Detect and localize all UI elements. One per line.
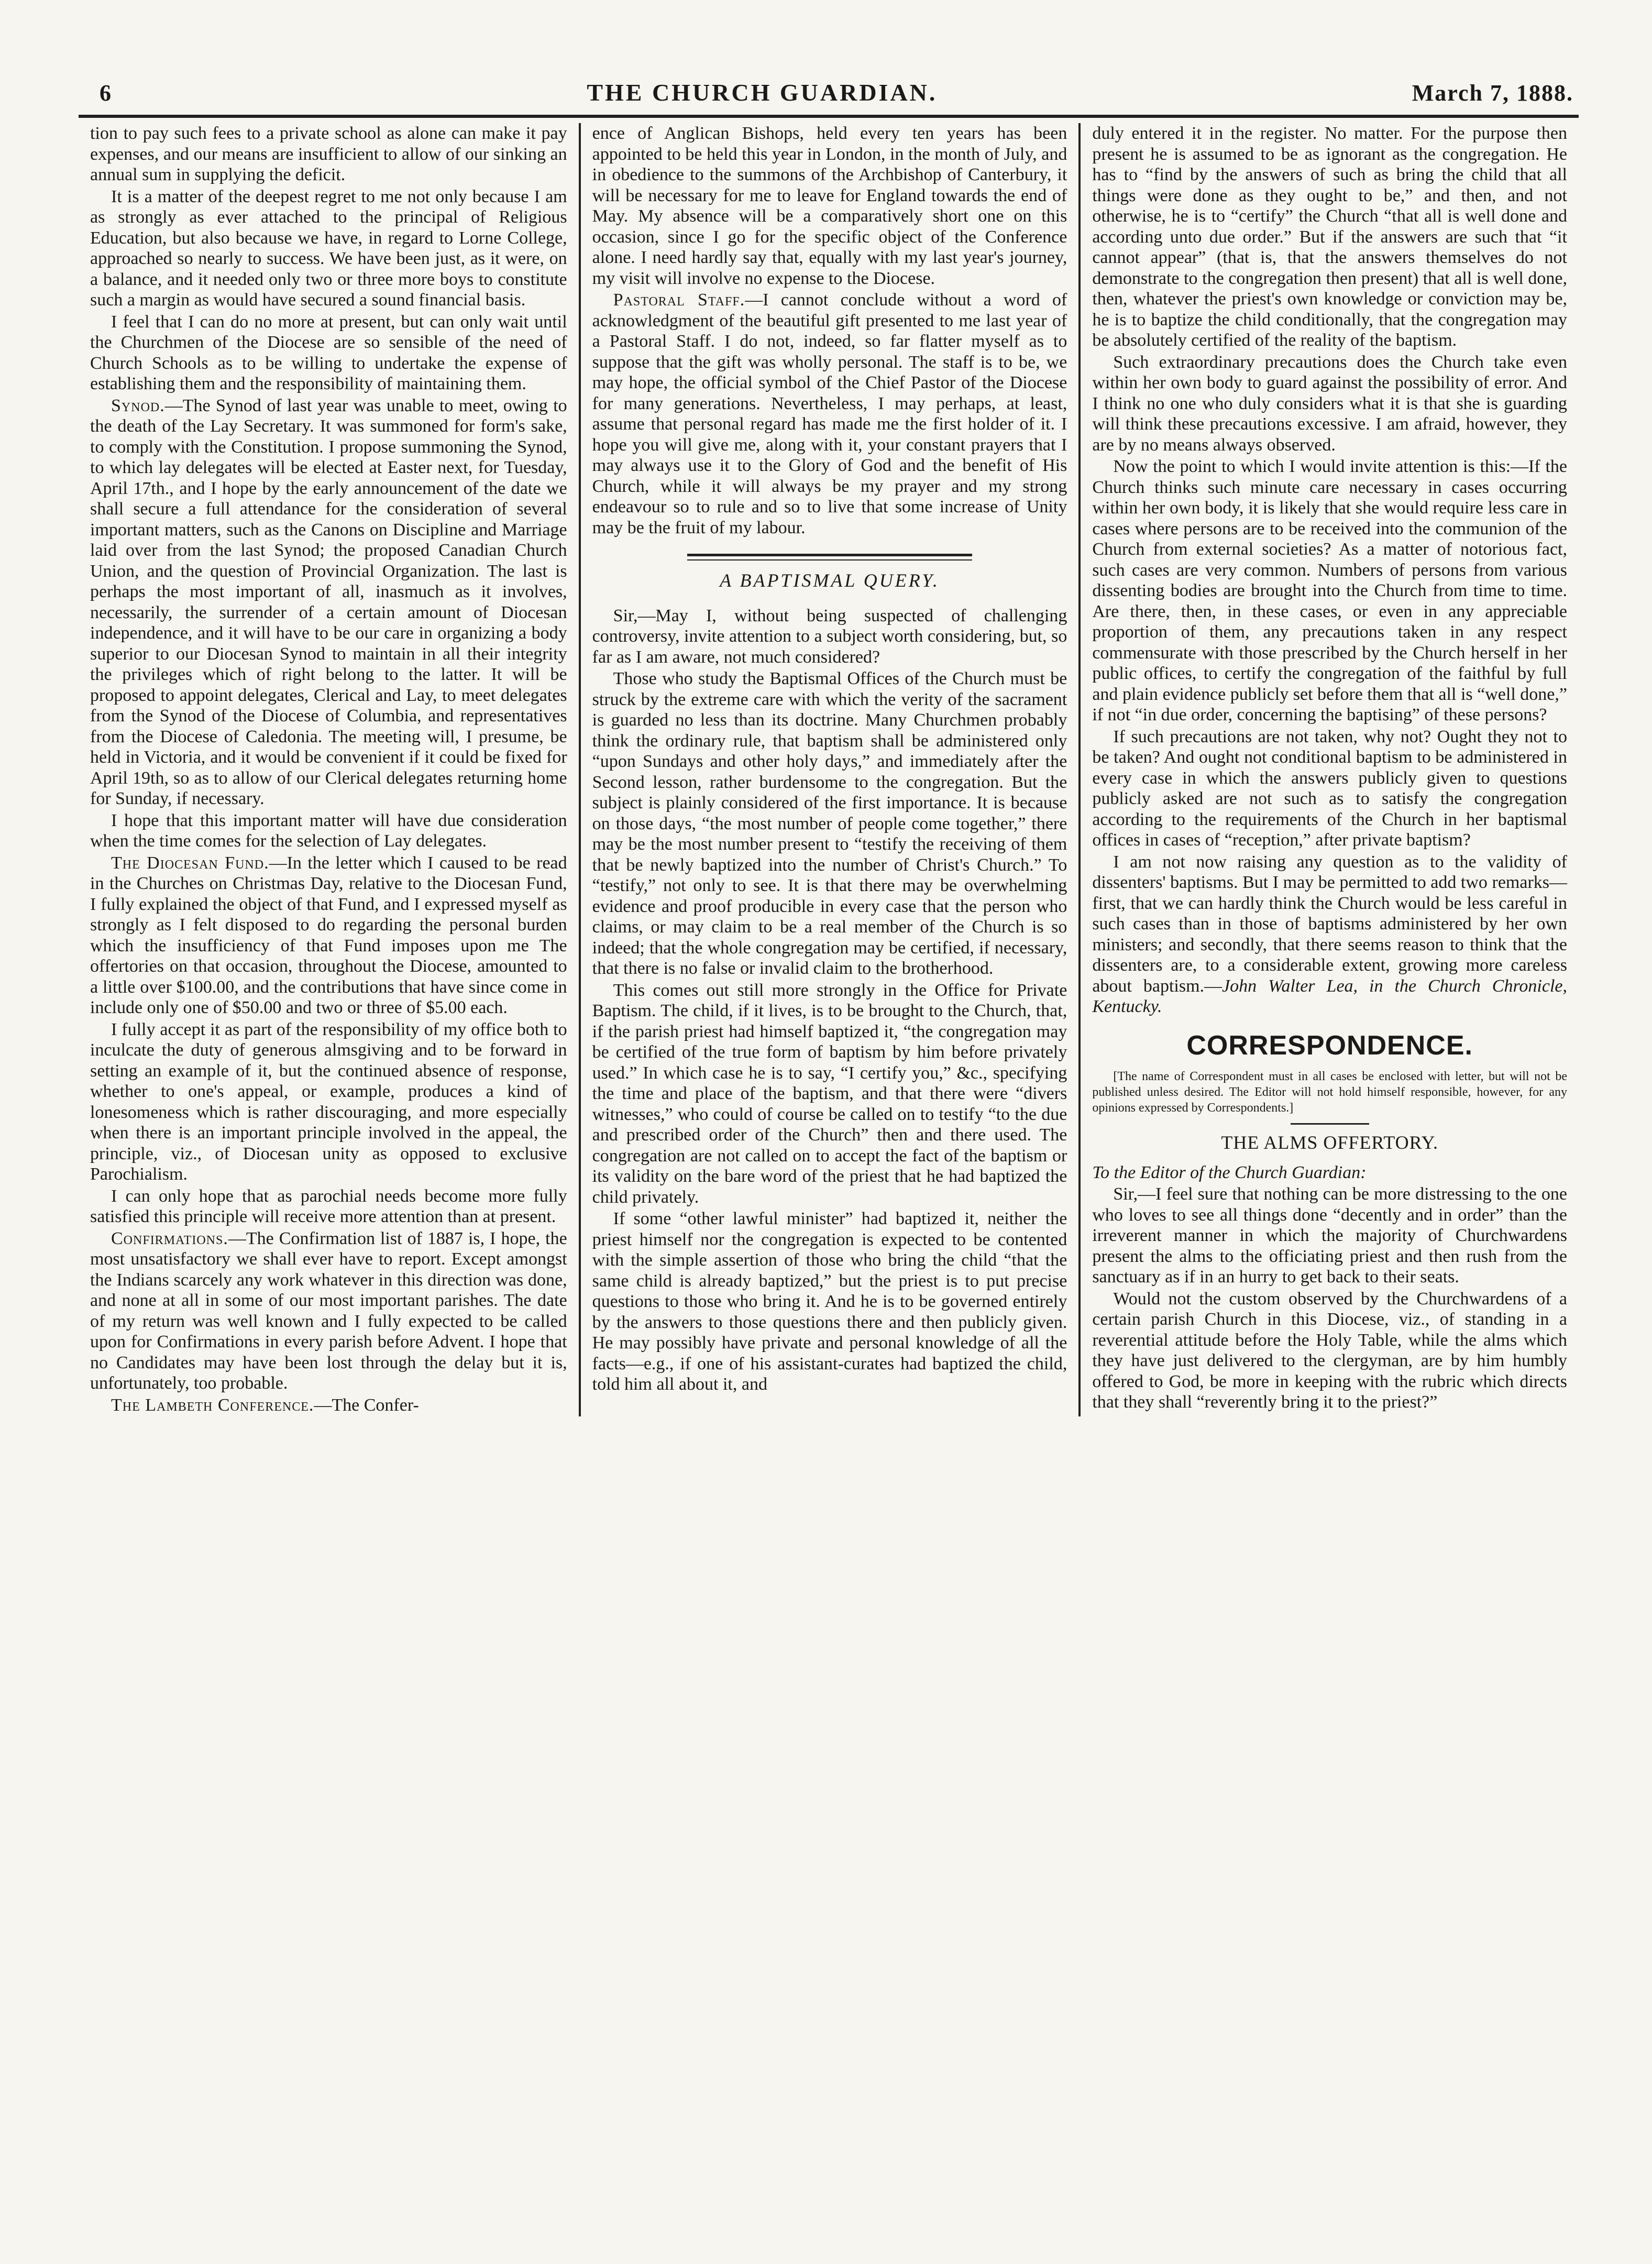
signature: John Walter Lea, in the Church Chronicle, Kentucky. [1092,976,1567,1016]
paragraph-text: Such extraordinary precautions does the Church take even within her own body to guard against the possibility of error. And I think no one who duly considers what it is that she is guarding will think these precautions excessive. I am afraid, however, they are by no means always observed. [1092,352,1567,455]
paragraph-text: —The Synod of last year was unable to meet, owing to the death of the Lay Secretary. It was summoned for form's sake, to comply with the Constitution. I propose summoning the Synod, to which lay delegates will be elected at Easter next, for Tuesday, April 17th., and I hope by the early announcement of the date we shall secure a full attendance for the consideration of several important matters, such as the Canons on Discipline and Marriage laid over from the last Synod; the proposed Canadian Church Union, and the question of Provincial Organization. The last is perhaps the most important of all, inasmuch as it involves, necessarily, the surrender of a certain amount of Diocesan independence, and it will have to be our care in organizing a body superior to our Diocesan Synod to maintain in all their integrity the privileges which of right belong to the latter. It will be proposed to appoint delegates, Clerical and Lay, to meet delegates from the Synod of the Diocese of Columbia, and representatives from the Diocese of Caledonia. The meeting will, I presume, be held in Victoria, and it would be convenient if it could be fixed for April 19th, so as to allow of our Clerical delegates returning home for Sunday, if necessary. [90,395,567,808]
paragraph-lead: Confirmations. [111,1228,228,1248]
paragraph [90,186,567,311]
baptismal-query-continued [1092,123,1567,1017]
paragraph-text: Sir,—May I, without being suspected of challenging controversy, invite attention to a subject worth considering, but, so far as I am aware, not much considered? [592,606,1067,667]
paragraph-text: I can only hope that as parochial needs become more fully satisfied this principle will receive more attention than at present. [90,1186,567,1226]
paragraph-text: —The Confirmation list of 1887 is, I hope, the most unsatisfactory we shall ever have to report. Except amongst the Indians scarcely any work whatever in this direction was done, and none at all in some of our most important parishes. The date of my return was well known and I fully expected to be called upon for Confirmations in every parish before Advent. I hope that no Candidates may have been lost through the delay but it is, unfortunately, too probable. [90,1228,567,1393]
page-number: 6 [100,80,112,106]
paragraph-text: Would not the custom observed by the Churchwardens of a certain parish Church in this Diocese, viz., of standing in a reverential attitude before the Holy Table, while the alms which they have just delivered to the clergyman, are by him humbly offered to God, be more in keeping with the rubric which directs that they shall “reverently bring it to the priest?” [1092,1289,1567,1412]
alms-offertory-letter [1092,1184,1567,1413]
paragraph [1092,123,1567,351]
paragraph [90,1395,567,1416]
paragraph [1092,1184,1567,1288]
paragraph-text: It is a matter of the deepest regret to me not only because I am as strongly as ever attached to the principal of Religious Education, but also because we have, in regard to Lorne College, approached so nearly to success. We have been just, as it were, on a balance, and it needed only two or three more boys to constitute such a margin as would have secured a sound financial basis. [90,186,567,310]
paragraph [592,1208,1067,1395]
paragraph-text: I am not now raising any question as to the validity of dissenters' baptisms. But I may be permitted to add two remarks—first, that we can hardly think the Church would be less careful in such cases than in those of baptisms administered by her own ministers; and secondly, that there seems reason to think that the dissenters are, to a considerable extent, growing more careless about baptism.— [1092,852,1567,996]
paragraph [90,1228,567,1394]
paragraph-text: Sir,—I feel sure that nothing can be more distressing to the one who loves to see all things done “decently and in order” than the irreverent manner in which the majority of Churchwardens present the alms to the officiating priest and then rush from the sanctuary as if in an hurry to get back to their seats. [1092,1184,1567,1287]
section-title: A BAPTISMAL QUERY. [720,570,940,591]
paragraph-lead: The Lambeth Conference. [111,1395,314,1415]
paragraph-text: I hope that this important matter will have due consideration when the time comes for the selection of Lay delegates. [90,810,567,851]
paragraph [1092,727,1567,851]
paragraph-text: —The Confer- [314,1395,419,1415]
paragraph-text: duly entered it in the register. No matter. For the purpose then present he is assumed to be as ignorant as the congregation. He has to “find by the answers of such as bring the child that all things were done as they ought to be,” and then, and not otherwise, he is to “certify” the Church “that all is well done and according unto due order.” But if the answers are such that “it cannot appear” (that is, that the answers themselves do not demonstrate to the congregation then present) that all is well done, then, whatever the priest's own knowledge or conviction may be, he is to baptize the child conditionally, that the congregation may be absolutely certified of the reality of the baptism. [1092,124,1567,350]
paragraph-text: I feel that I can do no more at present, but can only wait until the Churchmen of the Diocese are so sensible of the need of Church Schools as to be willing to undertake the expense of establishing them and the responsibility of maintaining them. [90,312,567,393]
paragraph-text: tion to pay such fees to a private school as alone can make it pay expenses, and our means are insufficient to allow of our sinking an annual sum in supplying the deficit. [90,124,567,184]
paragraph-text: Those who study the Baptismal Offices of the Church must be struck by the extreme care with which the verity of the sacrament is guarded no less than its doctrine. Many Churchmen probably think the ordinary rule, that baptism shall be administered only “upon Sundays and other holy days,” and immediately after the Second lesson, rather burdensome to the congregation. But the subject is plainly considered of the first importance. It is because on those days, “the most number of people come together,” there may be the most number present to “testify the receiving of them that be newly baptized into the number of Christ's Church.” To “testify,” not only to see. It is that there may be overwhelming evidence and proof producible in every case that the person who claims, or may claim to be a real member of the Church is so indeed; that the whole congregation may be certified, if necessary, that there is no false or invalid claim to the brotherhood. [592,669,1067,979]
letter-salutation: To the Editor of the Church Guardian: [1092,1162,1367,1182]
paragraph [90,123,567,185]
correspondence-note: [The name of Correspondent must in all cases be enclosed with letter, but will not be published unless desired. The Editor will not hold himself responsible, however, for any opinions expressed by Correspondents.] [1092,1069,1567,1115]
paragraph-text: —I cannot conclude without a word of acknowledgment of the beautiful gift presented to me last year of a Pastoral Staff. I do not, indeed, so far flatter myself as to suppose that the gift was wholly personal. The staff is to be, we may hope, the official symbol of the Chief Pastor of the Diocese for many generations. Nevertheless, I may perhaps, at least, assume that personal regard has made me the first holder of it. I hope you will give me, along with it, your constant prayers that I may always use it to the Glory of God and the benefit of His Church, while it will always be my prayer and my strong endeavour so to rule and so to live that some increase of Unity may be the fruit of my labour. [592,290,1067,537]
paragraph-text: —In the letter which I caused to be read in the Churches on Christmas Day, relative to the Diocesan Fund, I fully explained the object of that Fund, and I expressed myself as strongly as I felt disposed to do regarding the personal burden which the insufficiency of that Fund imposes upon me The offertories on that occasion, throughout the Diocese, amounted to a little over $100.00, and the contributions that have since come in include only one of $50.00 and two or three of $5.00 each. [90,853,567,1017]
divider [1291,1123,1369,1125]
issue-date: March 7, 1888. [1412,80,1573,106]
paragraph [592,606,1067,668]
correspondence-heading: CORRESPONDENCE. [1186,1030,1473,1061]
paragraph [90,395,567,809]
paragraph [90,1186,567,1227]
masthead-title: THE CHURCH GUARDIAN. [587,79,938,106]
paragraph [592,290,1067,538]
paragraph-text: I fully accept it as part of the responsibility of my office both to inculcate the duty of generous almsgiving and to be forward in setting an example of it, but the continued absence of response, whether to one's appeal, or example, produces a kind of lonesomeness which is rather discouraging, and more especially when there is an important principle involved in the appeal, the principle, viz., of Diocesan unity as opposed to exclusive Parochialism. [90,1019,567,1184]
page-header [79,79,1579,118]
column-1 [79,123,579,1416]
paragraph-text: This comes out still more strongly in the Office for Private Baptism. The child, if it lives, is to be brought to the Church, that, if the parish priest had himself baptized it, “the congregation may be certified of the true form of baptism by him before privately used.” In which case he is to say, “I certify you,” &c., specifying the time and place of the baptism, and that there were “divers witnesses,” who could of course be called on to testify “to the due and prescribed order of the Church” then and there used. The congregation are not called on to accept the fact of the baptism or its validity on the bare word of the priest that he had baptized the child privately. [592,980,1067,1207]
letter-title: THE ALMS OFFERTORY. [1221,1131,1438,1153]
paragraph [592,980,1067,1208]
paragraph [1092,852,1567,1017]
column-3 [1078,123,1579,1416]
paragraph-lead: The Diocesan Fund. [111,853,269,873]
paragraph [1092,1289,1567,1413]
pastoral-letter-continued [592,123,1067,538]
baptismal-query-article [592,606,1067,1395]
paragraph-text: Now the point to which I would invite attention is this:—If the Church thinks such minute care necessary in cases occurring within her own body, it is likely that she would require less care in cases where persons are to be received into the communion of the Church from external societies? As a matter of notorious fact, such cases are very common. Numbers of persons from various dissenting bodies are brought into the Church from time to time. Are there, then, in these cases, or even in any appreciable proportion of them, any precautions taken in any respect commensurate with those prescribed by the Church herself in her public offices, to certify the congregation of the faithful by full and plain evidence publicly set before them that all is “well done,” if not “in due order, concerning the baptising” of these persons? [1092,457,1567,724]
column-2 [579,123,1079,1416]
paragraph [90,810,567,852]
paragraph [90,1019,567,1185]
paragraph [90,312,567,394]
paragraph [1092,352,1567,456]
section-divider [687,554,972,560]
paragraph [90,853,567,1018]
paragraph-text: ence of Anglican Bishops, held every ten years has been appointed to be held this year in London, in the month of July, and in obedience to the summons of the Archbishop of Canterbury, it will be necessary for me to leave for England towards the end of May. My absence will be a comparatively short one on this occasion, since I go for the specific object of the Conference alone. I need hardly say that, equally with my last year's journey, my visit will involve no expense to the Diocese. [592,124,1067,288]
paragraph-text: If such precautions are not taken, why not? Ought they not to be taken? And ought not conditional baptism to be administered in every case in which the answers publicly given to questions publicly asked are not such as to satisfy the congregation according to the requirements of the Church in her baptismal offices in cases of “reception,” after private baptism? [1092,727,1567,850]
paragraph [592,123,1067,289]
text-columns [79,123,1579,1416]
paragraph [592,668,1067,979]
paragraph-text: If some “other lawful minister” had baptized it, neither the priest himself nor the congregation is expected to be contented with the simple assertion of those who bring the child “that the same child is already baptized,” but the priest is to put precise questions to those who bring it. And he is to be governed entirely by the answers to those questions there and then publicly given. He may possibly have private and personal knowledge of all the facts—e.g., if one of his assistant-curates had baptized the child, told him all about it, and [592,1209,1067,1394]
paragraph [1092,456,1567,726]
paragraph-lead: Pastoral Staff. [613,290,745,310]
paragraph-lead: Synod. [111,395,165,415]
